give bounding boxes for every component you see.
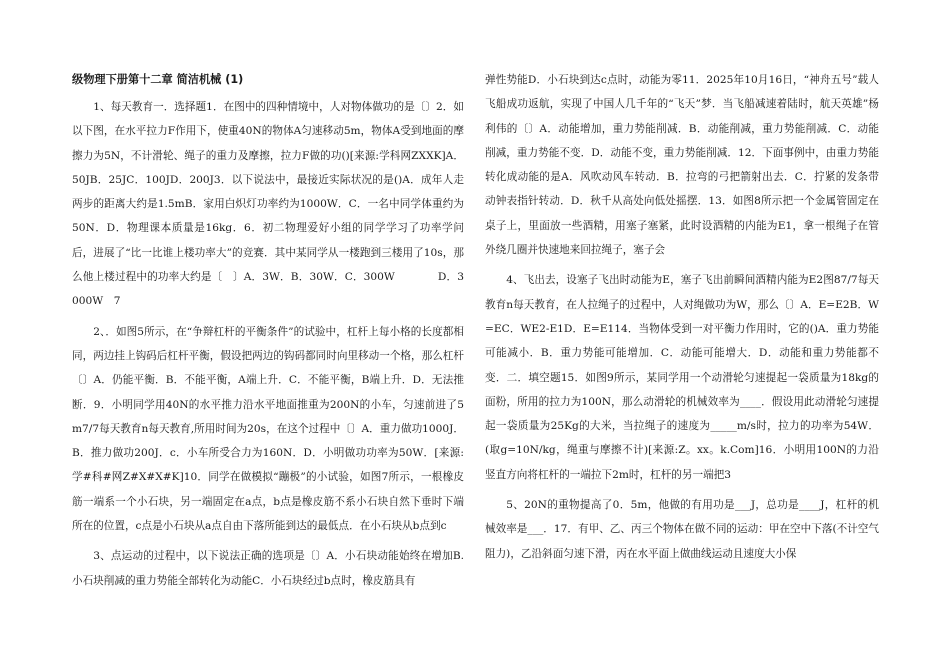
left-column: [72, 68, 464, 598]
document-title: 级物理下册第十二章 简洁机械 (1): [72, 73, 244, 86]
paragraph: 3、点运动的过程中，以下说法正确的选项是〔〕A．小石块动能始终在增加B.小石块削减的重力势能全部转化为动能C．小石块经过b点时，橡皮筋具有: [72, 550, 464, 587]
paragraph: 弹性势能D．小石块到达c点时，动能为零11．2025年10月16日，“神舟五号”载人飞船成功返航，实现了中国人几千年的“飞天”梦．当飞船减速着陆时，航天英雄”杨利伟的〔〕A．动能增加，重力势能削减．B．动能削减，重力势能削减．C．动能削减，重力势能不变．D．动能不变，重力势能削减．12．下面事例中，由重力势能转化成动能的是A．风吹动风车转动．B．拉弯的弓把箭射出去．C．拧紧的发条带动钟表指针转动．D．秋千从高处向低处摇摆．13．如图8所示把一个金属管固定在桌子上，里面放一些酒精，用塞子塞紧，此时设酒精的内能为E1，拿一根绳子在管外绕几圈并快速地来回拉绳子，塞子会: [485, 74, 879, 257]
paragraph: 5、20N的重物提高了0．5m，他做的有用功是___J，总功是____J，杠杆的机械效率是___．17．有甲、乙、丙三个物体在做不同的运动：甲在空中下落(不计空气阻力)，乙沿斜面匀速下滑，丙在水平面上做曲线运动且速度大小保: [485, 499, 879, 560]
paragraph: 2、．如图5所示，在“争辩杠杆的平衡条件”的试验中，杠杆上每小格的长度都相同，两边挂上钩码后杠杆平衡，假设把两边的钩码都同时向里移动一个格，那么杠杆〔〕A．仍能平衡．B．不能平衡，A端上升．C．不能平衡，B端上升．D．无法推断．9．小明同学用40N的水平推力沿水平地面推重为200N的小车，匀速前进了5m7/7每天教育n每天教育,所用时间为20s，在这个过程中〔〕A．重力做功1000J．B．推力做功200J．c．小车所受合力为160N．D．小明做功功率为50W．[来源:学#科#网Z#X#X#K]10．同学在做模拟“蹦极”的小试验，如图7所示，一根橡皮筋一端系一个小石块，另一端固定在a点，b点是橡皮筋不系小石块自然下垂时下端所在的位置，c点是小石块从a点自由下落所能到达的最低点．在小石块从b点到c: [72, 325, 464, 533]
paragraph: 1、每天教育一．选择题1．在图中的四种情境中，人对物体做功的是〔〕2．如以下图，在水平拉力F作用下，使重40N的物体A匀速移动5m，物体A受到地面的摩擦力为5N，不计滑轮、绳子的重力及摩擦，拉力F做的功()[来源:学科网ZXXK]A．50JB．25JC．100JD．200J3．以下说法中，最接近实际状况的是()A．成年人走两步的距离大约是1.5mB．家用白炽灯功率约为1000W．C．一名中同学体重约为50N．D．物理课本质量是16kg．6．初二物理爱好小组的同学学习了功率学问后，进展了“比一比谁上楼功率大”的竞赛．其中某同学从一楼跑到三楼用了10s，那么他上楼过程中的功率大约是〔 〕A．3W．B．30W．C．300W D．3000W 7: [72, 101, 464, 308]
paragraph: 4、飞出去，设塞子飞出时动能为E，塞子飞出前瞬间酒精内能为E2图87/7每天教育n每天教育，在人拉绳子的过程中，人对绳做功为W，那么〔〕A．E=E2B．W=EC．WE2-E1D．E=E114．当物体受到一对平衡力作用时，它的()A．重力势能可能减小．B．重力势能可能增加．C．动能可能增大．D．动能和重力势能都不变．二．填空题15．如图9所示，某同学用一个动滑轮匀速提起一袋质量为18kg的面粉，所用的拉力为100N，那么动滑轮的机械效率为____．假设用此动滑轮匀速提起一袋质量为25Kg的大米，当拉绳子的速度为_____m/s时，拉力的功率为54W．(取g=10N/kg，绳重与摩擦不计)[来源:Z。xx。k.Com]16．小明用100N的力沿竖直方向将杠杆的一端拉下2m时，杠杆的另一端把3: [485, 274, 879, 481]
right-column: [485, 68, 879, 571]
